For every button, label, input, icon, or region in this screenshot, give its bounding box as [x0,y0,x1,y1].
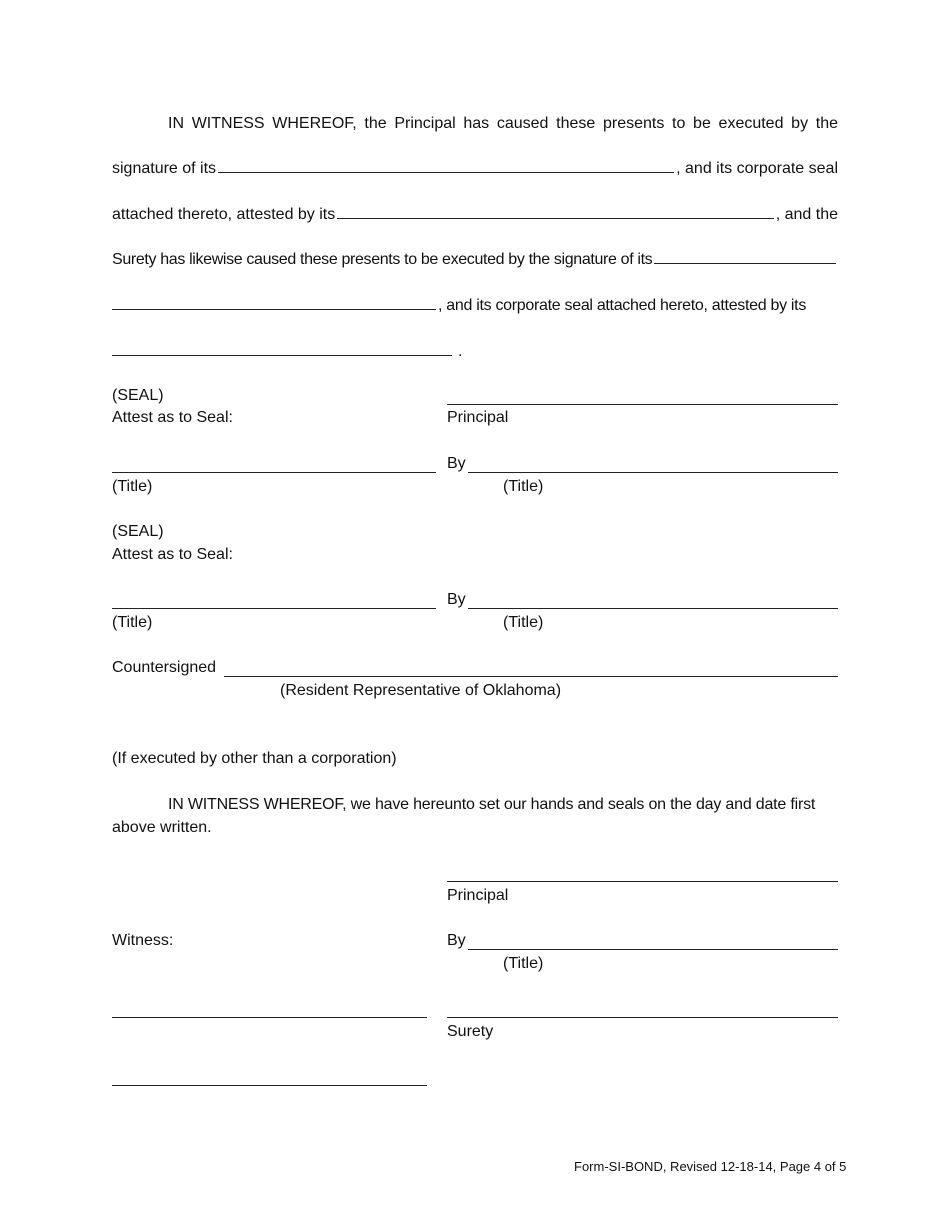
attest-label-1: Attest as to Seal: [112,409,233,426]
title-right-2: (Title) [503,614,544,631]
individual-principal-line[interactable] [447,881,838,882]
attest-signature-line-2[interactable] [112,608,436,609]
witness-clause-line-2 [112,158,838,179]
individual-witness-line-1: IN WITNESS WHEREOF, we have hereunto set our hands and seals on the day and date first [168,796,816,813]
surety-attester-field[interactable] [112,341,452,356]
witness-clause-line-1: IN WITNESS WHEREOF, the Principal has caused these presents to be executed by the [168,115,838,132]
surety-likewise-text: Surety has likewise caused these presents to be executed by the signature of its [112,251,653,268]
title-left-2: (Title) [112,614,153,631]
title-right-1: (Title) [503,478,544,495]
principal-label: Principal [447,409,509,426]
surety-signatory-field-b[interactable] [112,295,436,310]
principal-signature-line[interactable] [447,404,838,405]
and-the-text: , and the [775,206,838,223]
countersigned-label: Countersigned [112,659,217,676]
witness-clause-line-5 [112,295,838,316]
witness-clause-line-6 [112,341,838,362]
by-label-1: By [447,455,466,472]
surety-seal-text: , and its corporate seal attached hereto, attested by its [438,297,807,314]
countersigned-line[interactable] [224,676,838,677]
title-left-1: (Title) [112,478,153,495]
principal-signatory-field[interactable] [218,158,674,173]
by-label-2: By [447,591,466,608]
principal-by-line[interactable] [468,472,838,473]
individual-principal-label: Principal [447,887,509,904]
individual-witness-line-2: above written. [112,819,212,836]
principal-attester-field[interactable] [337,204,773,219]
non-corporation-note: (If executed by other than a corporation) [112,750,397,767]
witness-clause-line-4 [112,249,838,270]
by-label-3: By [447,932,466,949]
surety-signatory-field-a[interactable] [654,249,836,264]
form-footer: Form-SI-BOND, Revised 12-18-14, Page 4 of 5 [574,1159,847,1174]
attest-signature-line-1[interactable] [112,472,436,473]
witness-clause-line-3 [112,204,838,225]
title-label-3: (Title) [503,955,544,972]
witness-signature-line-2[interactable] [112,1085,427,1086]
surety-by-line[interactable] [468,608,838,609]
seal-label-2: (SEAL) [112,523,164,540]
signature-of-its-text: signature of its [112,160,217,177]
attested-by-text: attached thereto, attested by its [112,206,336,223]
individual-by-line[interactable] [468,949,838,950]
witness-signature-line-1[interactable] [112,1017,427,1018]
surety-label: Surety [447,1023,494,1040]
resident-representative-caption: (Resident Representative of Oklahoma) [280,682,562,699]
corporate-seal-text: , and its corporate seal [676,160,838,177]
surety-signature-line[interactable] [447,1017,838,1018]
witness-label: Witness: [112,932,174,949]
seal-label-1: (SEAL) [112,387,164,404]
period-text: . [458,343,463,360]
attest-label-2: Attest as to Seal: [112,546,233,563]
